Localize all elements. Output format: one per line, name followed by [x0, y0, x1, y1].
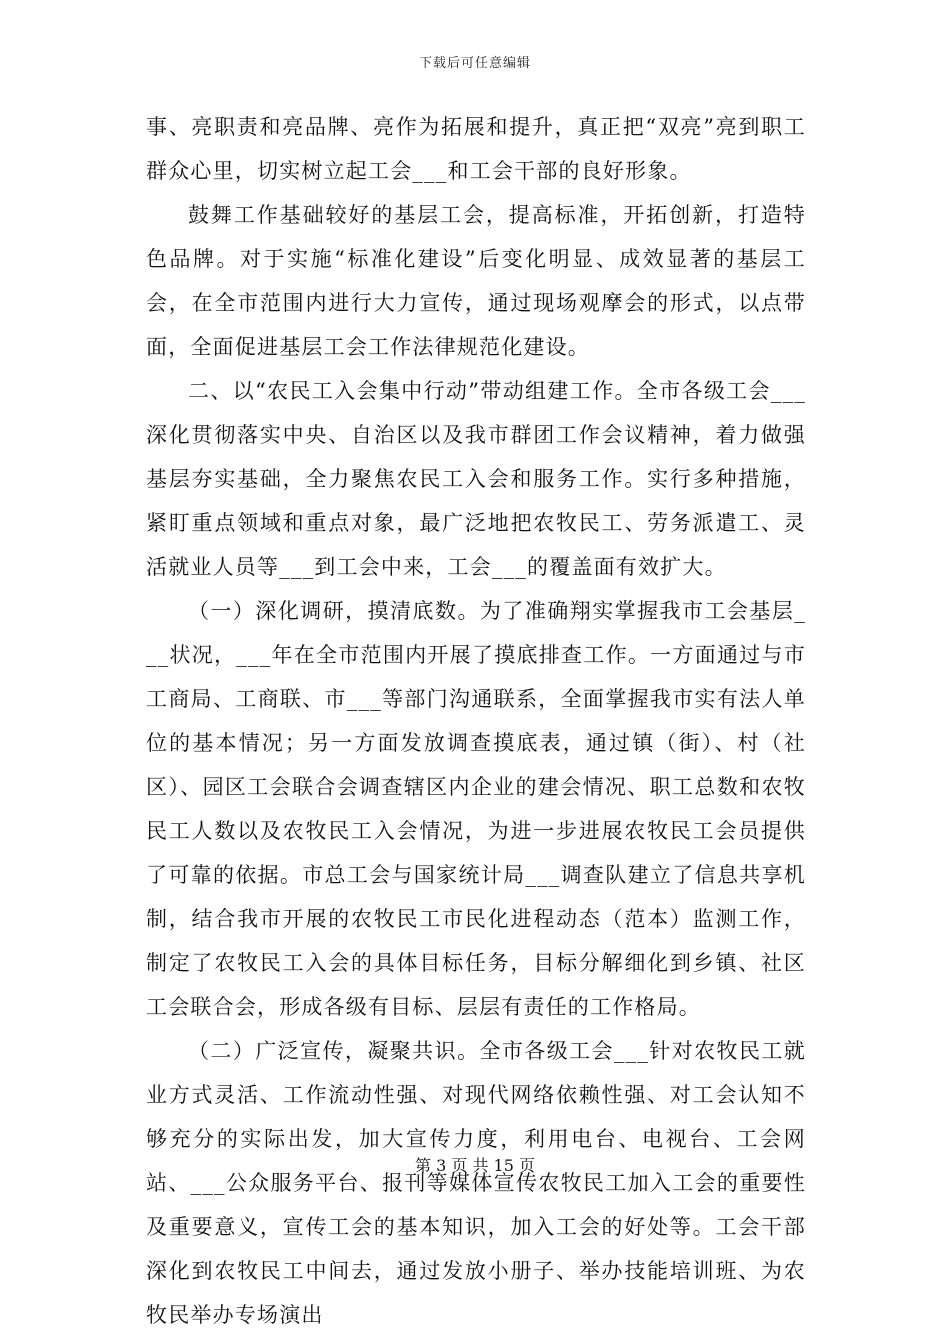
page-header: 下载后可任意编辑	[418, 56, 531, 71]
section-heading-paragraph: 二、以“农民工入会集中行动”带动组建工作。全市各级工会___深化贯彻落实中央、自治区以及我市群团工作会议精神，着力做强基层夯实基础，全力聚焦农民工入会和服务工作。实行多种措施，紧盯重点领域和重点对象，最广泛地把农牧民工、劳务派遣工、灵活就业人员等___到工会中来，工会___的覆盖面有效扩大。	[146, 379, 806, 579]
subsection-paragraph-1: （一）深化调研，摸清底数。为了准确翔实掌握我市工会基层___状况，___年在全市范围内开展了摸底排查工作。一方面通过与市工商局、工商联、市___等部门沟通联系，全面掌握我市实有法人单位的基本情况；另一方面发放调查摸底表，通过镇（街）、村（社区）、园区工会联合会调查辖区内企业的建会情况、职工总数和农牧民工人数以及农牧民工入会情况，为进一步进展农牧民工会员提供了可靠的依据。市总工会与国家统计局___调查队建立了信息共享机制，结合我市开展的农牧民工市民化进程动态（范本）监测工作，制定了农牧民工入会的具体目标任务，目标分解细化到乡镇、社区工会联合会，形成各级有目标、层层有责任的工作格局。	[146, 599, 806, 1019]
paragraph: 鼓舞工作基础较好的基层工会，提高标准，开拓创新，打造特色品牌。对于实施“标准化建设”后变化明显、成效显著的基层工会，在全市范围内进行大力宣传，通过现场观摩会的形式，以点带面，全面促进基层工会工作法律规范化建设。	[146, 203, 806, 359]
subsection-paragraph-2: （二）广泛宣传，凝聚共识。全市各级工会___针对农牧民工就业方式灵活、工作流动性强、对现代网络依赖性强、对工会认知不够充分的实际出发，加大宣传力度，利用电台、电视台、工会网站、___公众服务平台、报刊等媒体宣传农牧民工加入工会的重要性及重要意义，宣传工会的基本知识，加入工会的好处等。工会干部深化到农牧民工中间去，通过发放小册子、举办技能培训班、为农牧民举办专场演出	[146, 1039, 806, 1327]
page-number-footer: 第 3 页 共 15 页	[415, 1156, 535, 1175]
paragraph-continuation: 事、亮职责和亮品牌、亮作为拓展和提升，真正把“双亮”亮到职工群众心里，切实树立起工会___和工会干部的良好形象。	[146, 115, 806, 183]
